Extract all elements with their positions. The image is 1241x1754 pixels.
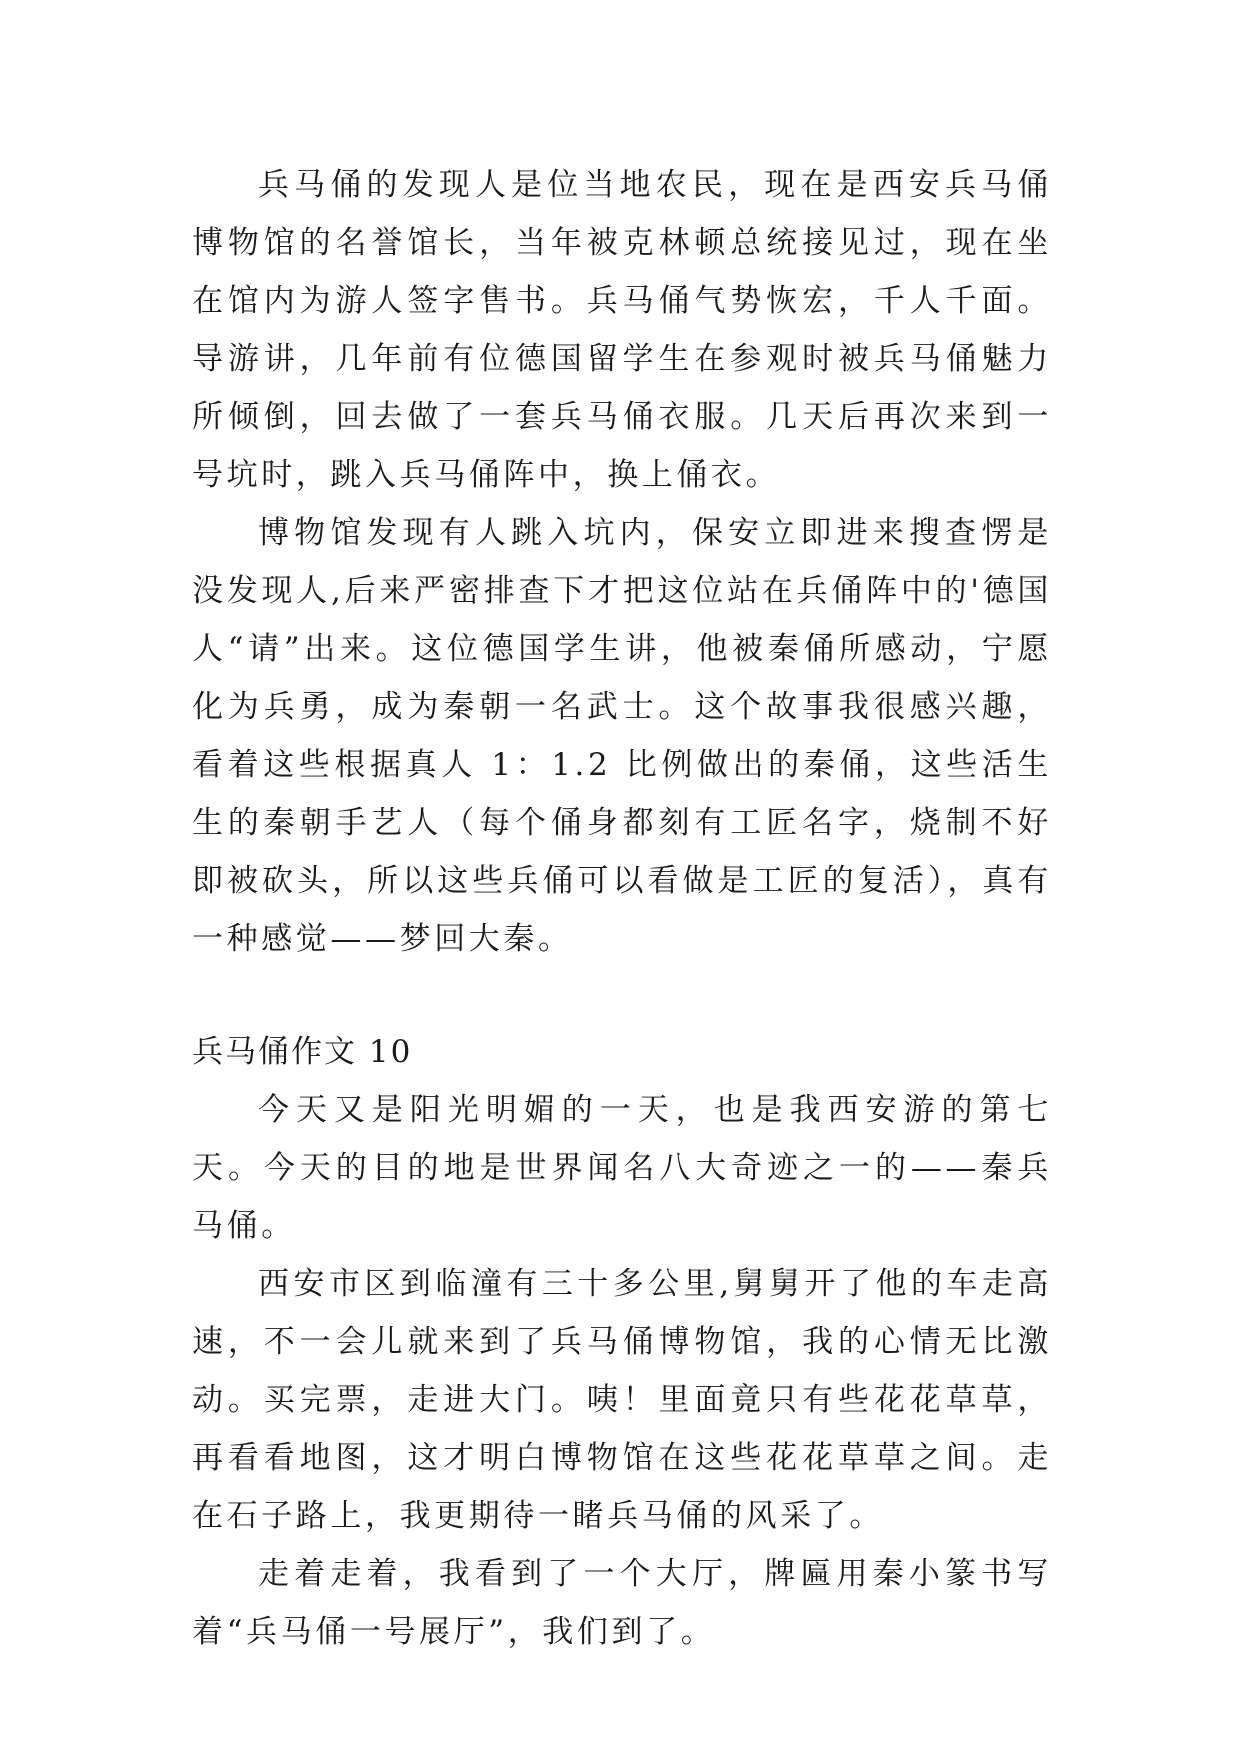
- section-heading: 兵马俑作文 10: [192, 1034, 413, 1070]
- paragraph-arrival: 西安市区到临潼有三十多公里,舅舅开了他的车走高速，不一会儿就来到了兵马俑博物馆，我的心情无比激动。买完票，走进大门。咦！里面竟只有些花花草草，再看看地图，这才明白博物馆在这些花花草草之间。走在石子路上，我更期待一睹兵马俑的风采了。: [192, 1266, 1052, 1534]
- section-spacer: [192, 968, 1052, 1023]
- paragraph-sunny-day: 今天又是阳光明媚的一天，也是我西安游的第七天。今天的目的地是世界闻名八大奇迹之一的——秦兵马俑。: [192, 1092, 1052, 1244]
- document-page: [192, 156, 1052, 1661]
- paragraph-discoverer: 兵马俑的发现人是位当地农民，现在是西安兵马俑博物馆的名誉馆长，当年被克林顿总统接见过，现在坐在馆内为游人签字售书。兵马俑气势恢宏，千人千面。导游讲，几年前有位德国留学生在参观时被兵马俑魅力所倾倒，回去做了一套兵马俑衣服。几天后再次来到一号坑时，跳入兵马俑阵中，换上俑衣。: [192, 167, 1052, 493]
- paragraph-german-student: 博物馆发现有人跳入坑内，保安立即进来搜查愣是没发现人,后来严密排查下才把这位站在兵俑阵中的'德国人“请”出来。这位德国学生讲，他被秦俑所感动，宁愿化为兵勇，成为秦朝一名武士。这个故事我很感兴趣，看着这些根据真人 1：1.2 比例做出的秦俑，这些活生生的秦朝手艺人（每个俑身都刻有工匠名字，烧制不好即被砍头，所以这些兵俑可以看做是工匠的复活），真有一种感觉——梦回大秦。: [192, 515, 1052, 957]
- paragraph-hall-one: 走着走着，我看到了一个大厅，牌匾用秦小篆书写着“兵马俑一号展厅”，我们到了。: [192, 1556, 1052, 1650]
